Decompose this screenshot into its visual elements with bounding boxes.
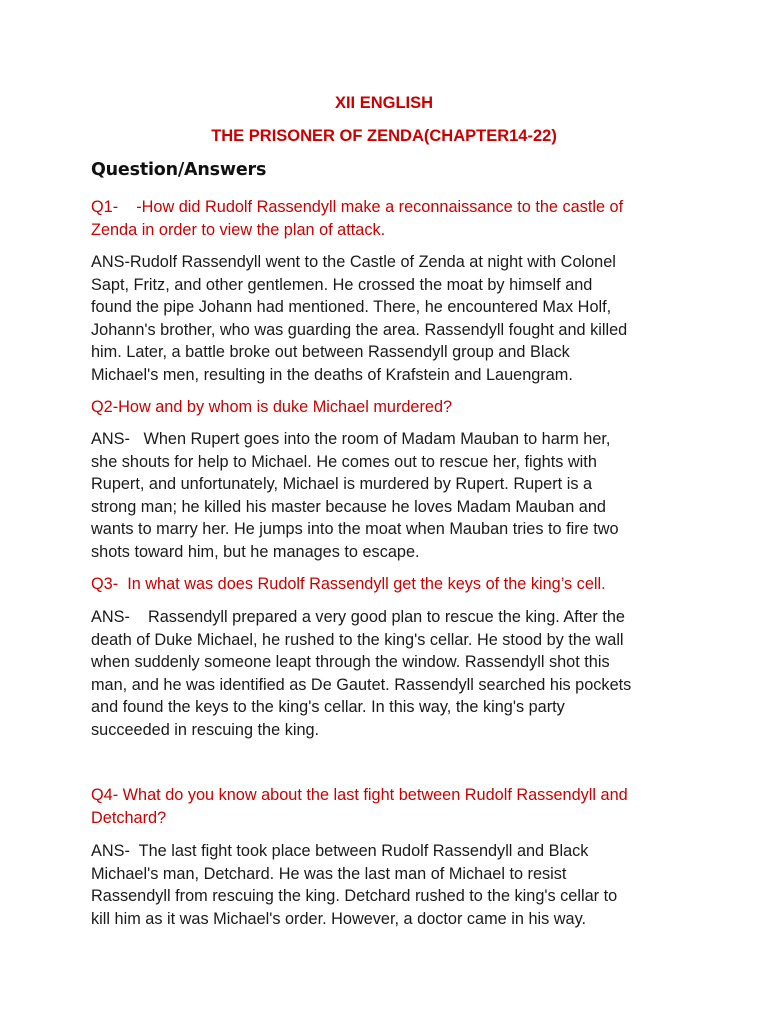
answer-3-line-4: man, and he was identified as De Gautet. Rassendyll searched his pockets <box>91 675 632 694</box>
document-title-class: XII ENGLISH <box>334 94 434 112</box>
answer-1-line-4: Johann's brother, who was guarding the area. Rassendyll fought and killed <box>91 320 628 339</box>
question-1-line-2: Zenda in order to view the plan of attack. <box>91 220 386 239</box>
question-1-line-1: Q1- -How did Rudolf Rassendyll make a reconnaissance to the castle of <box>91 198 624 216</box>
answer-3-line-2: death of Duke Michael, he rushed to the king's cellar. He stood by the wall <box>91 630 624 649</box>
question-2 <box>91 396 691 419</box>
answer-1-line-6: Michael's men, resulting in the deaths of Krafstein and Lauengram. <box>91 365 573 384</box>
answer-2-line-6: shots toward him, but he manages to escape. <box>91 542 420 561</box>
answer-1 <box>91 251 691 386</box>
section-heading: Question/Answers <box>91 160 267 180</box>
answer-3-line-5: and found the keys to the king's cellar. In this way, the king's party <box>91 698 565 716</box>
answer-2-line-2: she shouts for help to Michael. He comes out to rescue her, fights with <box>91 452 597 471</box>
answer-2-line-4: strong man; he killed his master because he loves Madam Mauban and <box>91 497 606 516</box>
answer-3-line-1: ANS- Rassendyll prepared a very good plan to rescue the king. After the <box>91 608 625 626</box>
question-3 <box>91 573 691 596</box>
answer-1-line-5: him. Later, a battle broke out between Rassendyll group and Black <box>91 343 570 361</box>
answer-1-line-2: Sapt, Fritz, and other gentlemen. He crossed the moat by himself and <box>91 275 593 294</box>
question-4 <box>91 784 691 829</box>
answer-4-line-1: ANS- The last fight took place between Rudolf Rassendyll and Black <box>91 842 589 860</box>
answer-2-line-1: ANS- When Rupert goes into the room of Madam Mauban to harm her, <box>91 430 611 448</box>
answer-4-line-4: kill him as it was Michael's order. However, a doctor came in his way. <box>91 909 587 928</box>
answer-2-line-5: wants to marry her. He jumps into the moat when Mauban tries to fire two <box>91 520 619 538</box>
answer-2-line-3: Rupert, and unfortunately, Michael is murdered by Rupert. Rupert is a <box>91 475 593 493</box>
question-4-line-2: Detchard? <box>91 808 167 827</box>
answer-3-line-3: when suddenly someone leapt through the window. Rassendyll shot this <box>91 653 610 671</box>
answer-1-line-3: found the pipe Johann had mentioned. There, he encountered Max Holf, <box>91 298 612 316</box>
question-4-line-1: Q4- What do you know about the last fight between Rudolf Rassendyll and <box>91 786 628 804</box>
answer-3 <box>91 606 691 741</box>
question-3-line-1: Q3- In what was does Rudolf Rassendyll get the keys of the king’s cell. <box>91 575 606 593</box>
document-title-book: THE PRISONER OF ZENDA(CHAPTER14-22) <box>211 127 557 145</box>
answer-3-line-6: succeeded in rescuing the king. <box>91 720 320 739</box>
question-2-line-1: Q2-How and by whom is duke Michael murdered? <box>91 398 453 416</box>
answer-4-line-2: Michael's man, Detchard. He was the last man of Michael to resist <box>91 864 567 883</box>
answer-2 <box>91 428 691 563</box>
answer-4-line-3: Rassendyll from rescuing the king. Detchard rushed to the king's cellar to <box>91 887 618 905</box>
answer-1-line-1: ANS-Rudolf Rassendyll went to the Castle of Zenda at night with Colonel <box>91 253 616 271</box>
answer-4 <box>91 840 691 930</box>
question-1 <box>91 196 691 241</box>
